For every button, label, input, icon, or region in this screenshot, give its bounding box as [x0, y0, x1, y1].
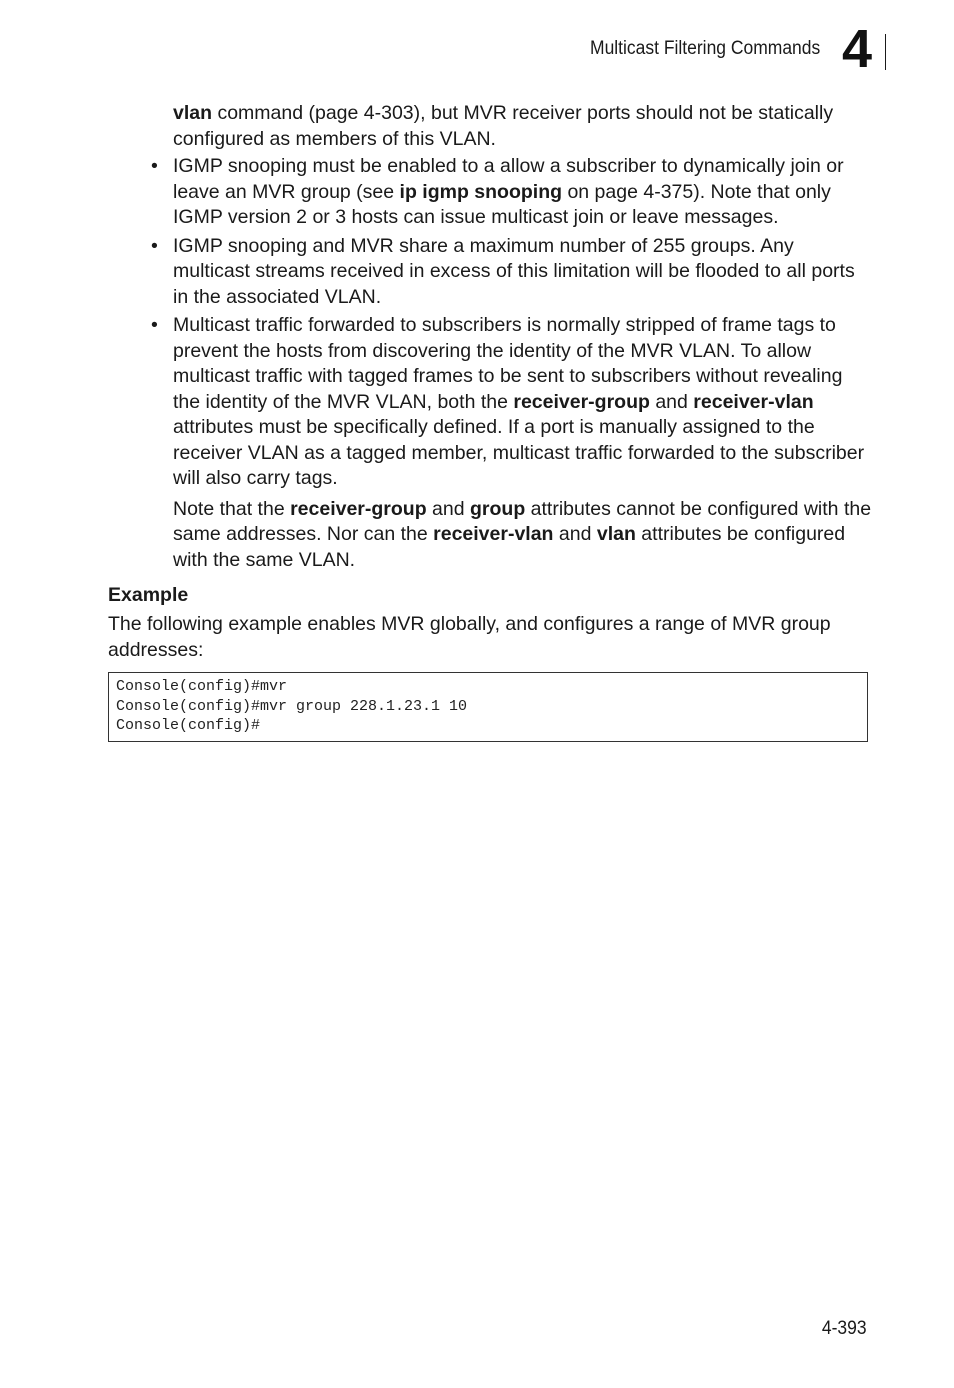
- example-heading: Example: [108, 584, 189, 606]
- intro-paragraph: vlan command (page 4-303), but MVR receiver ports should not be statically configured as members of this VLAN.: [173, 102, 834, 150]
- command-keyword: ip igmp snooping: [399, 180, 563, 203]
- bullet-list: [151, 154, 873, 492]
- command-keyword: vlan: [596, 523, 636, 545]
- header-title: Multicast Filtering Commands: [589, 38, 820, 59]
- code-line: Console(config)#mvr: [116, 678, 288, 695]
- list-item: • IGMP snooping and MVR share a maximum number of 255 groups. Any multicast streams received in excess of this limitation will be flooded to all ports in the associated VLAN.: [151, 234, 855, 308]
- command-keyword: receiver-vlan: [433, 523, 554, 545]
- command-keyword: vlan: [173, 102, 213, 124]
- note-paragraph: Note that the receiver-group and group attributes cannot be configured with the same addresses. Nor can the receiver-vlan and vlan attributes be configured with the same VLAN.: [173, 497, 872, 571]
- code-block: [108, 672, 868, 742]
- bullet-icon: •: [151, 234, 158, 257]
- list-item: • Multicast traffic forwarded to subscribers is normally stripped of frame tags to prevent the hosts from discovering the identity of the MVR VLAN. To allow multicast traffic with tagged frames to be sent to subscribers without revealing the identity of the MVR VLAN, both the receiver-group and receiver-vlan attributes must be specifically defined. If a port is manually assigned to the receiver VLAN as a tagged member, multicast traffic forwarded to the subscriber will also carry tags.: [151, 314, 865, 489]
- command-keyword: receiver-group: [513, 390, 650, 413]
- bullet-icon: •: [151, 314, 158, 336]
- page-number: 4-393: [822, 1318, 867, 1339]
- code-line: Console(config)#mvr group 228.1.23.1 10: [116, 697, 468, 715]
- example-description: The following example enables MVR globally, and configures a range of MVR group addresses:: [108, 613, 831, 661]
- command-keyword: receiver-vlan: [693, 390, 814, 413]
- bullet-icon: •: [151, 155, 158, 177]
- list-item: • IGMP snooping must be enabled to a allow a subscriber to dynamically join or leave an MVR group (see ip igmp snooping on page 4-375). Note that only IGMP version 2 or 3 hosts can issue multicast join or leave messages.: [151, 155, 844, 228]
- chapter-tab: [842, 19, 886, 79]
- command-keyword: receiver-group: [290, 497, 427, 520]
- code-line: Console(config)#: [116, 717, 261, 734]
- chapter-number: 4: [842, 19, 873, 79]
- example-section: [108, 583, 868, 742]
- command-keyword: group: [470, 497, 526, 520]
- usage-guidelines: [151, 101, 873, 573]
